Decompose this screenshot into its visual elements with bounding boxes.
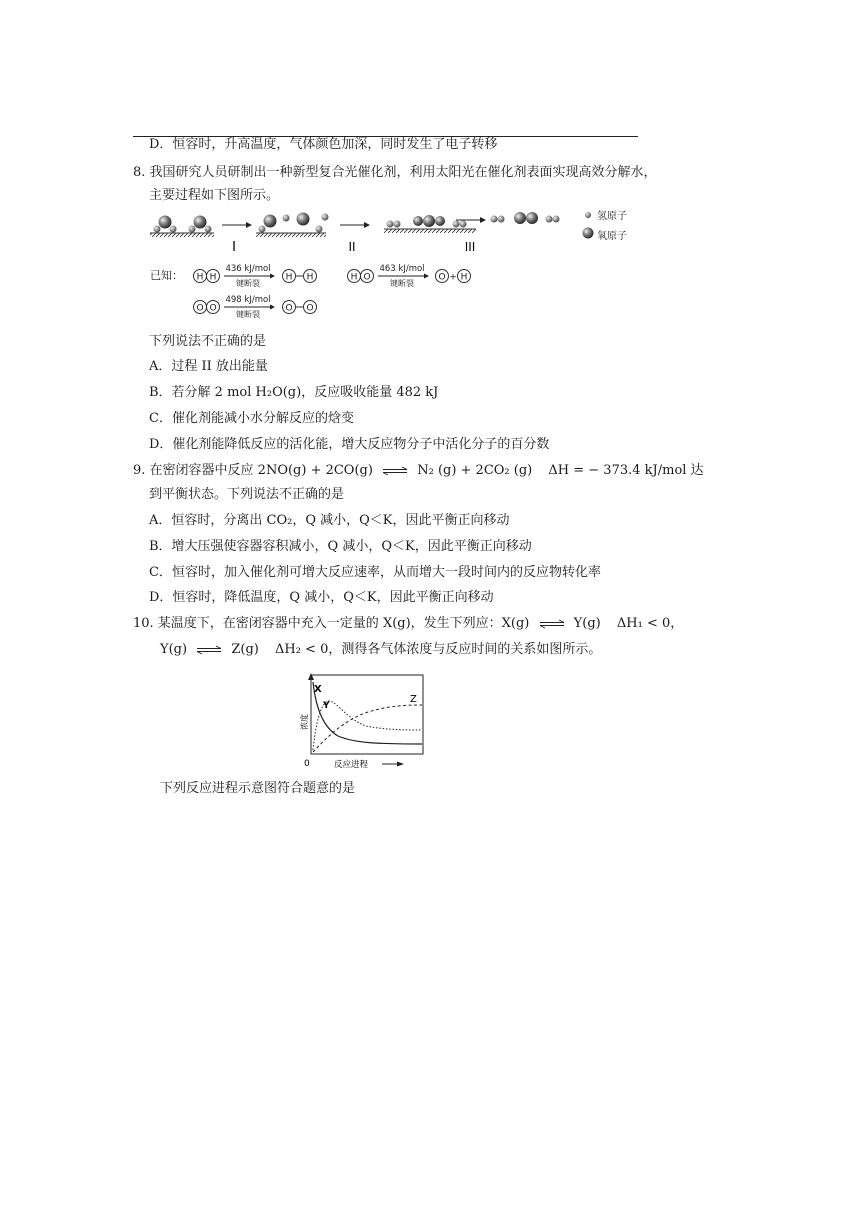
q10-stem-2c: ΔH₂ < 0，测得各气体浓度与反应时间的关系如图所示。 — [274, 642, 602, 657]
q10-stem-line1 — [133, 615, 683, 633]
q9-stem-products: N₂ (g) + 2CO₂ (g) — [417, 463, 533, 478]
q9-option-a: A．恒容时，分离出 CO₂，Q 减小，Q＜K，因此平衡正向移动 — [149, 513, 510, 528]
atom-o-5: O — [285, 303, 293, 314]
q9-stem-line2: 到平衡状态。下列说法不正确的是 — [149, 487, 345, 502]
q10-stem-2a: Y(g) — [160, 642, 188, 657]
curve-label-x: X — [314, 684, 322, 695]
q8-option-b: B．若分解 2 mol H₂O(g)，反应吸收能量 482 kJ — [149, 385, 439, 400]
legend-h-icon — [585, 212, 591, 218]
bond-hh-energy: 436 kJ/mol — [225, 264, 271, 274]
atom-h-3: H — [285, 272, 293, 283]
svg-text:+: + — [449, 272, 457, 283]
q8-question: 下列说法不正确的是 — [149, 334, 267, 349]
q9-option-d: D．恒容时，降低温度，Q 减小，Q＜K，因此平衡正向移动 — [149, 590, 494, 605]
q9-option-b: B．增大压强使容器容积减小，Q 减小，Q＜K，因此平衡正向移动 — [149, 539, 532, 554]
q10-question: 下列反应进程示意图符合题意的是 — [160, 781, 356, 796]
bond-energy-diagram — [192, 260, 492, 322]
stage-label-2: II — [348, 240, 356, 254]
legend-h-label: 氢原子 — [597, 211, 627, 222]
water-molecules-stage0 — [150, 216, 214, 238]
q8-stem-line2: 主要过程如下图所示。 — [149, 188, 280, 203]
legend-o-label: 氧原子 — [597, 231, 627, 242]
atom-h-4: H — [306, 272, 314, 283]
atom-o-6: O — [306, 303, 314, 314]
q10-concentration-graph — [296, 670, 434, 772]
atom-o-3: O — [196, 303, 204, 314]
equilibrium-arrow-icon — [381, 466, 409, 476]
atom-o-2: O — [438, 272, 446, 283]
graph-origin: 0 — [304, 759, 310, 769]
equilibrium-arrow-icon — [538, 619, 566, 629]
atoms-stage1 — [256, 213, 329, 238]
legend-o-icon — [583, 228, 594, 239]
bond-hh-break: 键断裂 — [236, 279, 260, 288]
x-axis-arrow-icon — [397, 762, 404, 767]
known-label: 已知： — [150, 269, 183, 282]
q9-option-c: C．恒容时，加入催化剂可增大反应速率，从而增大一段时间内的反应物转化率 — [149, 565, 601, 580]
q8-option-a: A．过程 II 放出能量 — [149, 359, 268, 374]
stage-label-3: III — [464, 240, 476, 254]
q7-option-d: D．恒容时，升高温度，气体颜色加深，同时发生了电子转移 — [149, 137, 498, 152]
bond-oo-energy: 498 kJ/mol — [225, 295, 271, 305]
q8-option-c: C．催化剂能减小水分解反应的焓变 — [149, 411, 354, 426]
atom-h-6: H — [460, 272, 468, 283]
bond-oh-break: 键断裂 — [390, 279, 414, 288]
q8-stem-line1: 8. 我国研究人员研制出一种新型复合光催化剂，利用太阳光在催化剂表面实现高效分解水， — [133, 165, 657, 180]
atom-o-1: O — [363, 272, 371, 283]
curve-x — [313, 682, 422, 744]
q10-stem-1c: ΔH₁ < 0， — [616, 616, 684, 631]
atom-h-2: H — [209, 272, 217, 283]
bond-oo-break: 键断裂 — [236, 310, 260, 319]
stage-label-1: I — [232, 240, 236, 255]
equilibrium-arrow-icon — [195, 645, 223, 655]
q9-stem-line1 — [133, 462, 704, 480]
graph-ylabel: 浓度 — [300, 714, 309, 730]
graph-xlabel: 反应进程 — [334, 760, 369, 770]
bond-oh-energy: 463 kJ/mol — [379, 264, 425, 274]
q10-stem-1a: 10. 某温度下，在密闭容器中充入一定量的 X(g)，发生下列应：X(g) — [133, 616, 530, 631]
atom-h-5: H — [350, 272, 358, 283]
q10-stem-1b: Y(g) — [573, 616, 601, 631]
curve-label-y: Y — [323, 701, 330, 711]
atom-o-4: O — [209, 303, 217, 314]
q10-stem-line2 — [160, 641, 601, 659]
q9-stem-dh: ΔH = − 373.4 kJ/mol 达 — [548, 463, 704, 478]
q9-stem-prefix: 9. 在密闭容器中反应 2NO(g) + 2CO(g) — [133, 463, 373, 478]
curve-label-z: Z — [410, 694, 417, 705]
atom-h-1: H — [196, 272, 204, 283]
q8-option-d: D．催化剂能降低反应的活化能，增大反应物分子中活化分子的百分数 — [149, 437, 550, 452]
q10-stem-2b: Z(g) — [231, 642, 259, 657]
